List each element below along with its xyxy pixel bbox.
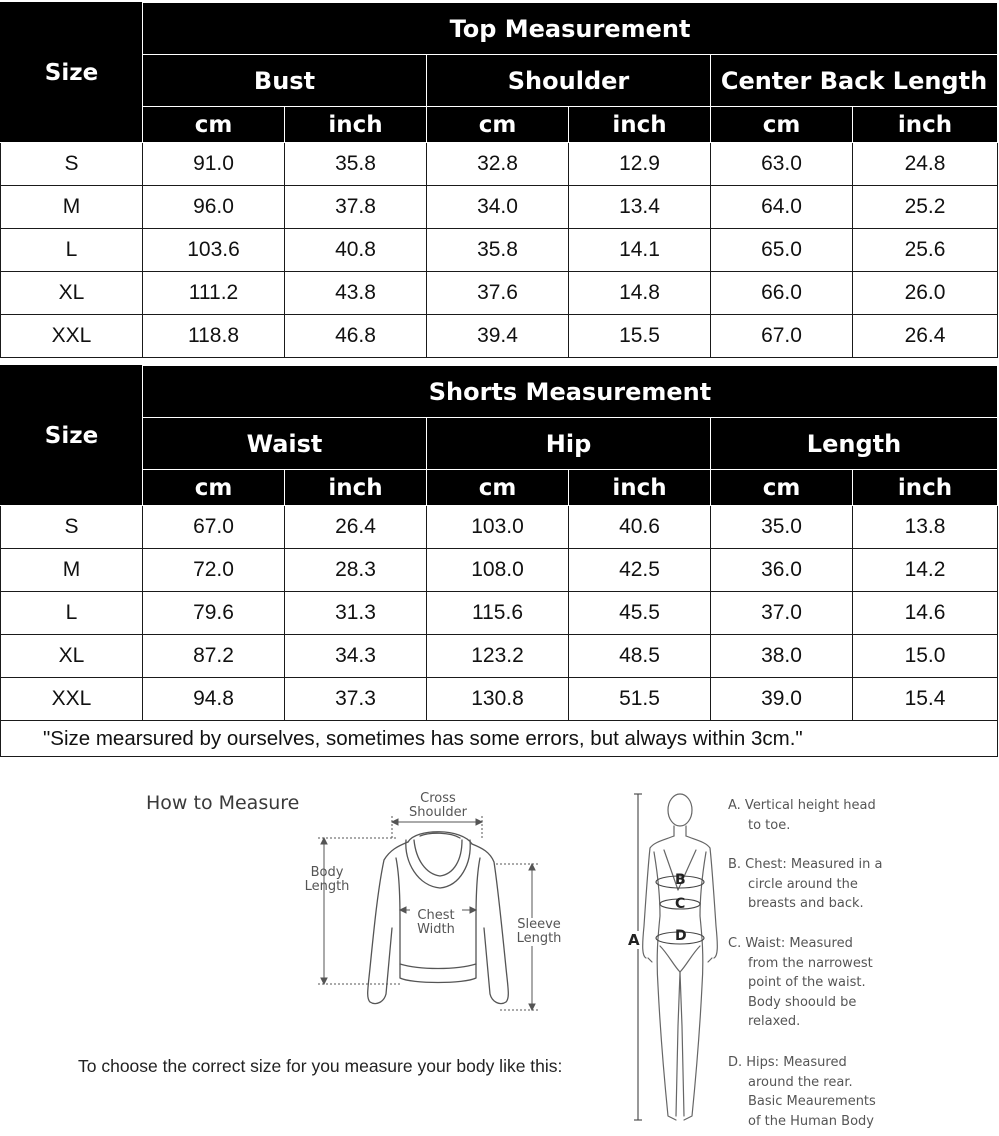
measurement-cell: 65.0 bbox=[711, 229, 853, 272]
size-cell: XL bbox=[1, 635, 143, 678]
measurement-cell: 28.3 bbox=[285, 549, 427, 592]
measurement-cell: 94.8 bbox=[143, 678, 285, 721]
measurement-cell: 43.8 bbox=[285, 272, 427, 315]
cross-shoulder-label: Cross Shoulder bbox=[409, 791, 467, 820]
table-row bbox=[1, 143, 998, 186]
measurement-cell: 66.0 bbox=[711, 272, 853, 315]
measure-instruction-text: To choose the correct size for you measure your body like this: bbox=[78, 1056, 563, 1076]
measurement-cell: 96.0 bbox=[143, 186, 285, 229]
legend-hips: D. Hips: Measured around the rear. Basic Meaurements of the Human Body bbox=[728, 1055, 876, 1129]
measurement-cell: 42.5 bbox=[569, 549, 711, 592]
size-header: Size bbox=[1, 366, 143, 506]
measurement-cell: 37.3 bbox=[285, 678, 427, 721]
measurement-cell: 130.8 bbox=[427, 678, 569, 721]
measurement-cell: 91.0 bbox=[143, 143, 285, 186]
table-row bbox=[1, 315, 998, 358]
table-row bbox=[1, 592, 998, 635]
table-row bbox=[1, 186, 998, 229]
legend-height: A. Vertical height head to toe. bbox=[728, 798, 876, 833]
top-measurement-table bbox=[0, 2, 998, 358]
measurement-cell: 103.0 bbox=[427, 506, 569, 549]
measurement-cell: 26.4 bbox=[285, 506, 427, 549]
measurement-cell: 13.4 bbox=[569, 186, 711, 229]
measurement-cell: 63.0 bbox=[711, 143, 853, 186]
measurement-cell: 14.8 bbox=[569, 272, 711, 315]
measurement-cell: 87.2 bbox=[143, 635, 285, 678]
table-row bbox=[1, 506, 998, 549]
measurement-cell: 64.0 bbox=[711, 186, 853, 229]
unit-header: cm bbox=[143, 107, 285, 143]
measurement-cell: 38.0 bbox=[711, 635, 853, 678]
measurement-cell: 14.1 bbox=[569, 229, 711, 272]
size-cell: M bbox=[1, 186, 143, 229]
measurement-cell: 103.6 bbox=[143, 229, 285, 272]
measurement-cell: 35.8 bbox=[285, 143, 427, 186]
unit-header: inch bbox=[853, 107, 998, 143]
marker-c: C bbox=[675, 896, 686, 912]
measurement-cell: 24.8 bbox=[853, 143, 998, 186]
group-header: Length bbox=[711, 418, 998, 470]
table-row bbox=[1, 549, 998, 592]
unit-header: cm bbox=[711, 107, 853, 143]
unit-header: inch bbox=[285, 470, 427, 506]
table-body bbox=[1, 143, 998, 358]
table-title: Shorts Measurement bbox=[143, 366, 998, 418]
table-row bbox=[1, 229, 998, 272]
measurement-cell: 37.8 bbox=[285, 186, 427, 229]
measurement-cell: 123.2 bbox=[427, 635, 569, 678]
unit-header: inch bbox=[569, 470, 711, 506]
measurement-cell: 67.0 bbox=[711, 315, 853, 358]
size-cell: S bbox=[1, 506, 143, 549]
measurement-cell: 37.0 bbox=[711, 592, 853, 635]
measurement-cell: 26.0 bbox=[853, 272, 998, 315]
measurement-cell: 15.0 bbox=[853, 635, 998, 678]
measurement-cell: 115.6 bbox=[427, 592, 569, 635]
measurement-cell: 39.4 bbox=[427, 315, 569, 358]
measurement-cell: 15.4 bbox=[853, 678, 998, 721]
sweater-measure-diagram bbox=[300, 788, 560, 1018]
unit-header: cm bbox=[711, 470, 853, 506]
measurement-cell: 40.6 bbox=[569, 506, 711, 549]
group-header: Hip bbox=[427, 418, 711, 470]
marker-b: B bbox=[675, 872, 686, 888]
measurement-cell: 32.8 bbox=[427, 143, 569, 186]
measurement-cell: 34.0 bbox=[427, 186, 569, 229]
chest-width-label: Chest Width bbox=[410, 909, 462, 937]
size-disclaimer-note: "Size mearsured by ourselves, sometimes has some errors, but always within 3cm." bbox=[1, 721, 998, 757]
measurement-cell: 37.6 bbox=[427, 272, 569, 315]
size-cell: S bbox=[1, 143, 143, 186]
measurement-cell: 45.5 bbox=[569, 592, 711, 635]
measurement-cell: 14.2 bbox=[853, 549, 998, 592]
group-header: Center Back Length bbox=[711, 55, 998, 107]
group-header: Shoulder bbox=[427, 55, 711, 107]
measurement-cell: 108.0 bbox=[427, 549, 569, 592]
measurement-cell: 48.5 bbox=[569, 635, 711, 678]
measurement-cell: 34.3 bbox=[285, 635, 427, 678]
group-header: Bust bbox=[143, 55, 427, 107]
size-cell: XXL bbox=[1, 678, 143, 721]
measurement-cell: 72.0 bbox=[143, 549, 285, 592]
table-row bbox=[1, 272, 998, 315]
sleeve-length-label: Sleeve Length bbox=[508, 918, 570, 946]
measurement-cell: 26.4 bbox=[853, 315, 998, 358]
measurement-cell: 25.6 bbox=[853, 229, 998, 272]
group-header: Waist bbox=[143, 418, 427, 470]
measurement-cell: 12.9 bbox=[569, 143, 711, 186]
legend-chest: B. Chest: Measured in a circle around the breasts and back. bbox=[728, 857, 883, 912]
body-length-label: Body Length bbox=[304, 865, 350, 894]
size-header: Size bbox=[1, 3, 143, 143]
measurement-cell: 111.2 bbox=[143, 272, 285, 315]
measurement-cell: 39.0 bbox=[711, 678, 853, 721]
table-title: Top Measurement bbox=[143, 3, 998, 55]
marker-d: D bbox=[675, 928, 687, 944]
unit-header: cm bbox=[143, 470, 285, 506]
measurement-cell: 40.8 bbox=[285, 229, 427, 272]
shorts-measurement-table bbox=[0, 365, 998, 757]
measurement-cell: 118.8 bbox=[143, 315, 285, 358]
measurement-cell: 14.6 bbox=[853, 592, 998, 635]
size-cell: M bbox=[1, 549, 143, 592]
human-body-figure bbox=[620, 786, 720, 1131]
table-body bbox=[1, 506, 998, 721]
table-row bbox=[1, 635, 998, 678]
measurement-cell: 46.8 bbox=[285, 315, 427, 358]
measurement-cell: 51.5 bbox=[569, 678, 711, 721]
unit-header: cm bbox=[427, 470, 569, 506]
unit-header: cm bbox=[427, 107, 569, 143]
marker-a: A bbox=[628, 931, 640, 949]
measurement-cell: 79.6 bbox=[143, 592, 285, 635]
unit-header: inch bbox=[853, 470, 998, 506]
size-cell: L bbox=[1, 592, 143, 635]
how-to-measure-title: How to Measure bbox=[146, 792, 300, 814]
unit-header: inch bbox=[285, 107, 427, 143]
measurement-cell: 35.8 bbox=[427, 229, 569, 272]
size-cell: XL bbox=[1, 272, 143, 315]
unit-header: inch bbox=[569, 107, 711, 143]
size-cell: XXL bbox=[1, 315, 143, 358]
size-cell: L bbox=[1, 229, 143, 272]
measurement-cell: 31.3 bbox=[285, 592, 427, 635]
measurement-cell: 15.5 bbox=[569, 315, 711, 358]
measurement-cell: 36.0 bbox=[711, 549, 853, 592]
legend-waist: C. Waist: Measured from the narrowest point of the waist. Body shoould be relaxed. bbox=[728, 936, 873, 1030]
measurement-cell: 35.0 bbox=[711, 506, 853, 549]
table-row bbox=[1, 678, 998, 721]
measurement-cell: 25.2 bbox=[853, 186, 998, 229]
measurement-cell: 13.8 bbox=[853, 506, 998, 549]
measurement-cell: 67.0 bbox=[143, 506, 285, 549]
